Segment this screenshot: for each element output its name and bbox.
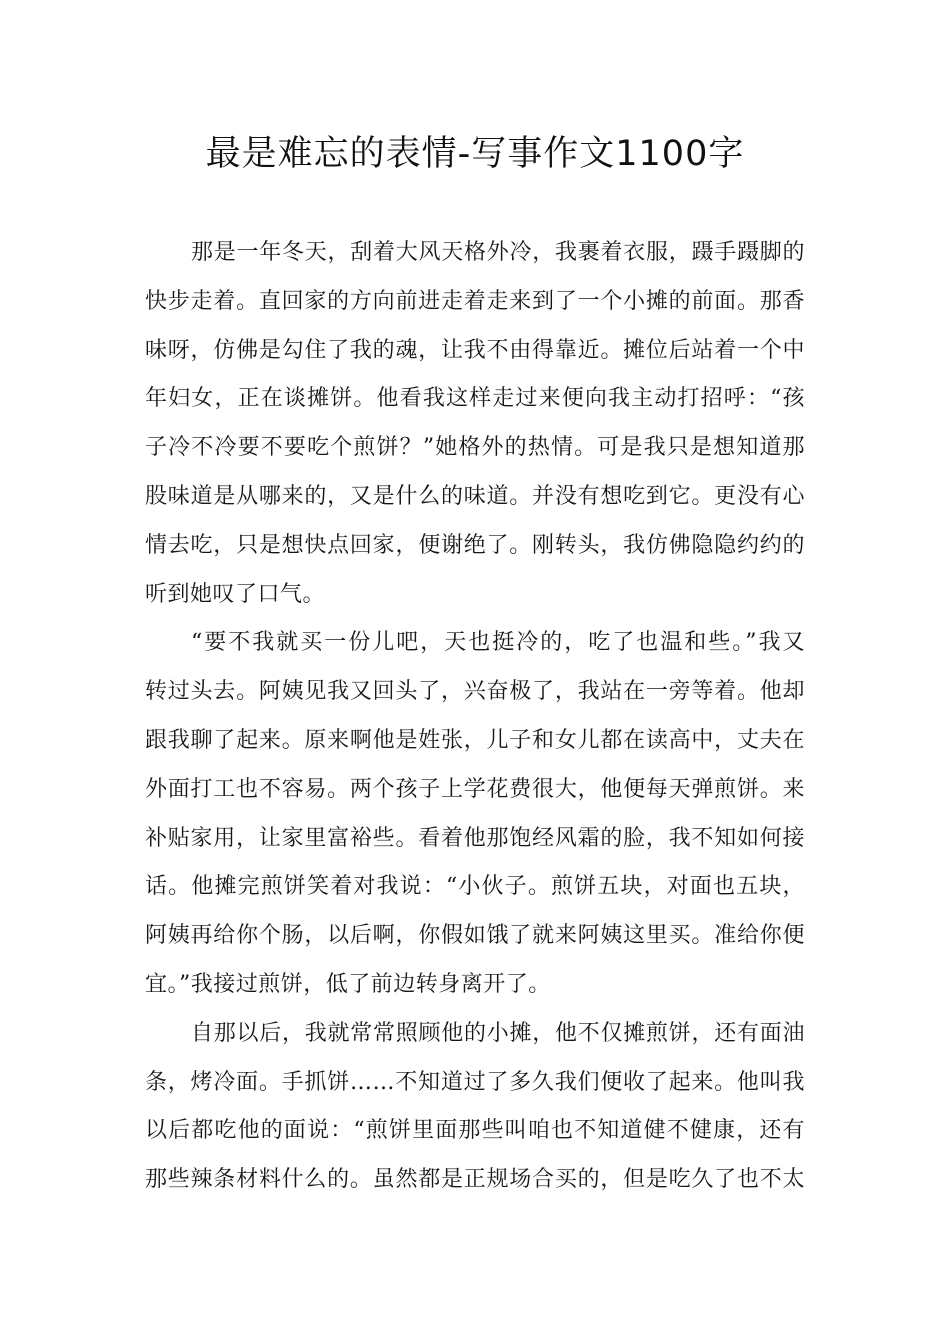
text-line: 味呀，仿佛是勾住了我的魂，让我不由得靠近。摊位后站着一个中 [145,337,805,363]
document-body [145,229,805,1205]
paragraph [145,1010,805,1205]
text-line: 以后都吃他的面说：“煎饼里面那些叫咱也不知道健不健康，还有 [145,1118,805,1144]
text-line: 补贴家用，让家里富裕些。看着他那饱经风霜的脸，我不知如何接 [145,825,805,851]
text-line: 子冷不冷要不要吃个煎饼？”她格外的热情。可是我只是想知道那 [145,435,805,461]
text-line: 跟我聊了起来。原来啊他是姓张，儿子和女儿都在读高中，丈夫在 [145,727,805,753]
text-line: 年妇女，正在谈摊饼。他看我这样走过来便向我主动打招呼：“孩 [145,386,805,412]
text-line: 快步走着。直回家的方向前进走着走来到了一个小摊的前面。那香 [145,288,805,314]
text-line: 自那以后，我就常常照顾他的小摊，他不仅摊煎饼，还有面油 [191,1020,805,1046]
text-line: 那是一年冬天，刮着大风天格外冷，我裹着衣服，蹑手蹑脚的 [191,240,805,265]
text-line: 话。他摊完煎饼笑着对我说：“小伙子。煎饼五块，对面也五块， [145,874,805,900]
document-title: 最是难忘的表情-写事作文1100字 [205,134,745,174]
text-line: 听到她叹了口气。 [145,581,326,607]
text-line: “要不我就买一份儿吧，天也挺冷的，吃了也温和些。”我又 [191,630,805,656]
paragraph [145,619,805,1009]
text-line: 阿姨再给你个肠，以后啊，你假如饿了就来阿姨这里买。准给你便 [145,923,805,949]
text-line: 转过头去。阿姨见我又回头了，兴奋极了，我站在一旁等着。他却 [145,679,805,705]
text-line: 股味道是从哪来的，又是什么的味道。并没有想吃到它。更没有心 [145,483,805,509]
text-line: 情去吃，只是想快点回家，便谢绝了。刚转头，我仿佛隐隐约约的 [145,532,805,558]
text-line: 宜。”我接过煎饼，低了前边转身离开了。 [145,971,551,997]
text-line: 那些辣条材料什么的。虽然都是正规场合买的，但是吃久了也不太 [145,1167,805,1193]
text-line: 外面打工也不容易。两个孩子上学花费很大，他便每天弹煎饼。来 [145,776,805,802]
paragraph [145,229,805,619]
text-line: 条，烤冷面。手抓饼……不知道过了多久我们便收了起来。他叫我 [145,1069,805,1095]
